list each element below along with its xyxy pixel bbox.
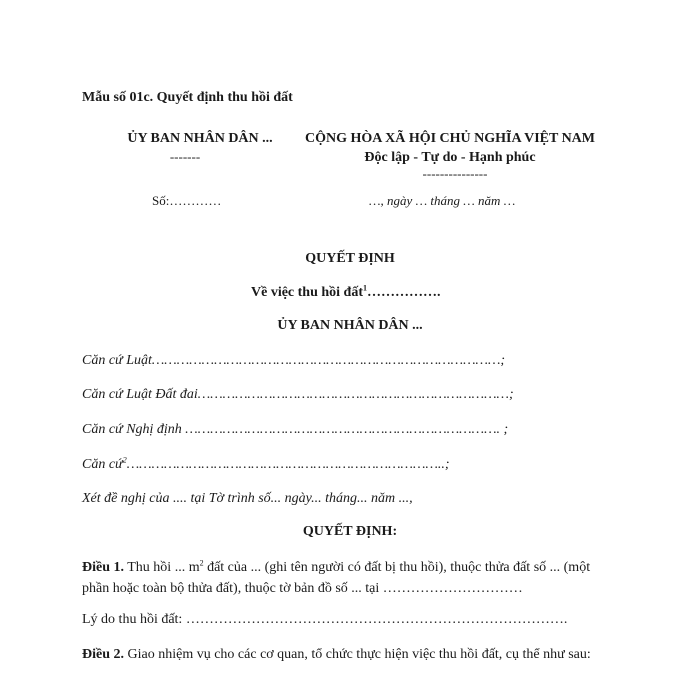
article-1: Điều 1. Thu hồi ... $m^2$ đất của ... (ghi tên người có đất bị thu hồi), thuộc thửa đất số ... (một phần hoặc toàn bộ thửa đất), thuộc tờ bản đồ số ... tại …………………………: [82, 558, 591, 596]
authority-underline: -------: [169, 149, 201, 164]
reason-line: Lý do thu hồi đất: ……………………………………………………………………….: [82, 612, 568, 627]
document-number: Số:…………: [152, 193, 222, 208]
document-title: QUYẾT ĐỊNH: [305, 251, 395, 266]
document-subject: Về việc thu hồi đất$^1$…………….: [251, 283, 441, 300]
national-title: CỘNG HÒA XÃ HỘI CHỦ NGHĨA VIỆT NAM: [304, 131, 595, 146]
decision-heading: QUYẾT ĐỊNH:: [302, 524, 398, 539]
basis-proposal: Xét đề nghị của .... tại Tờ trình số... ngày... tháng... năm ...,: [82, 491, 413, 506]
basis-law: Căn cứ Luật…………………………………………………………………………;: [82, 353, 506, 368]
form-label: Mẫu số 01c. Quyết định thu hồi đất: [82, 90, 293, 105]
date-line: …, ngày … tháng … năm …: [369, 193, 516, 208]
basis-other: Căn cứ$^2$…………………………………………………………………..;: [82, 455, 450, 472]
issuer-heading: ỦY BAN NHÂN DÂN ...: [277, 318, 423, 333]
issuing-authority: ỦY BAN NHÂN DÂN ...: [127, 131, 273, 146]
motto-underline: ---------------: [422, 166, 488, 181]
basis-decree: Căn cứ Nghị định …………………………………………………………………. ;: [82, 422, 509, 437]
national-motto: Độc lập - Tự do - Hạnh phúc: [364, 150, 536, 165]
article-2: Điều 2. Giao nhiệm vụ cho các cơ quan, tổ chức thực hiện việc thu hồi đất, cụ thể như sau:: [82, 647, 591, 662]
basis-land-law: Căn cứ Luật Đất đai…………………………………………………………………;: [82, 387, 514, 402]
